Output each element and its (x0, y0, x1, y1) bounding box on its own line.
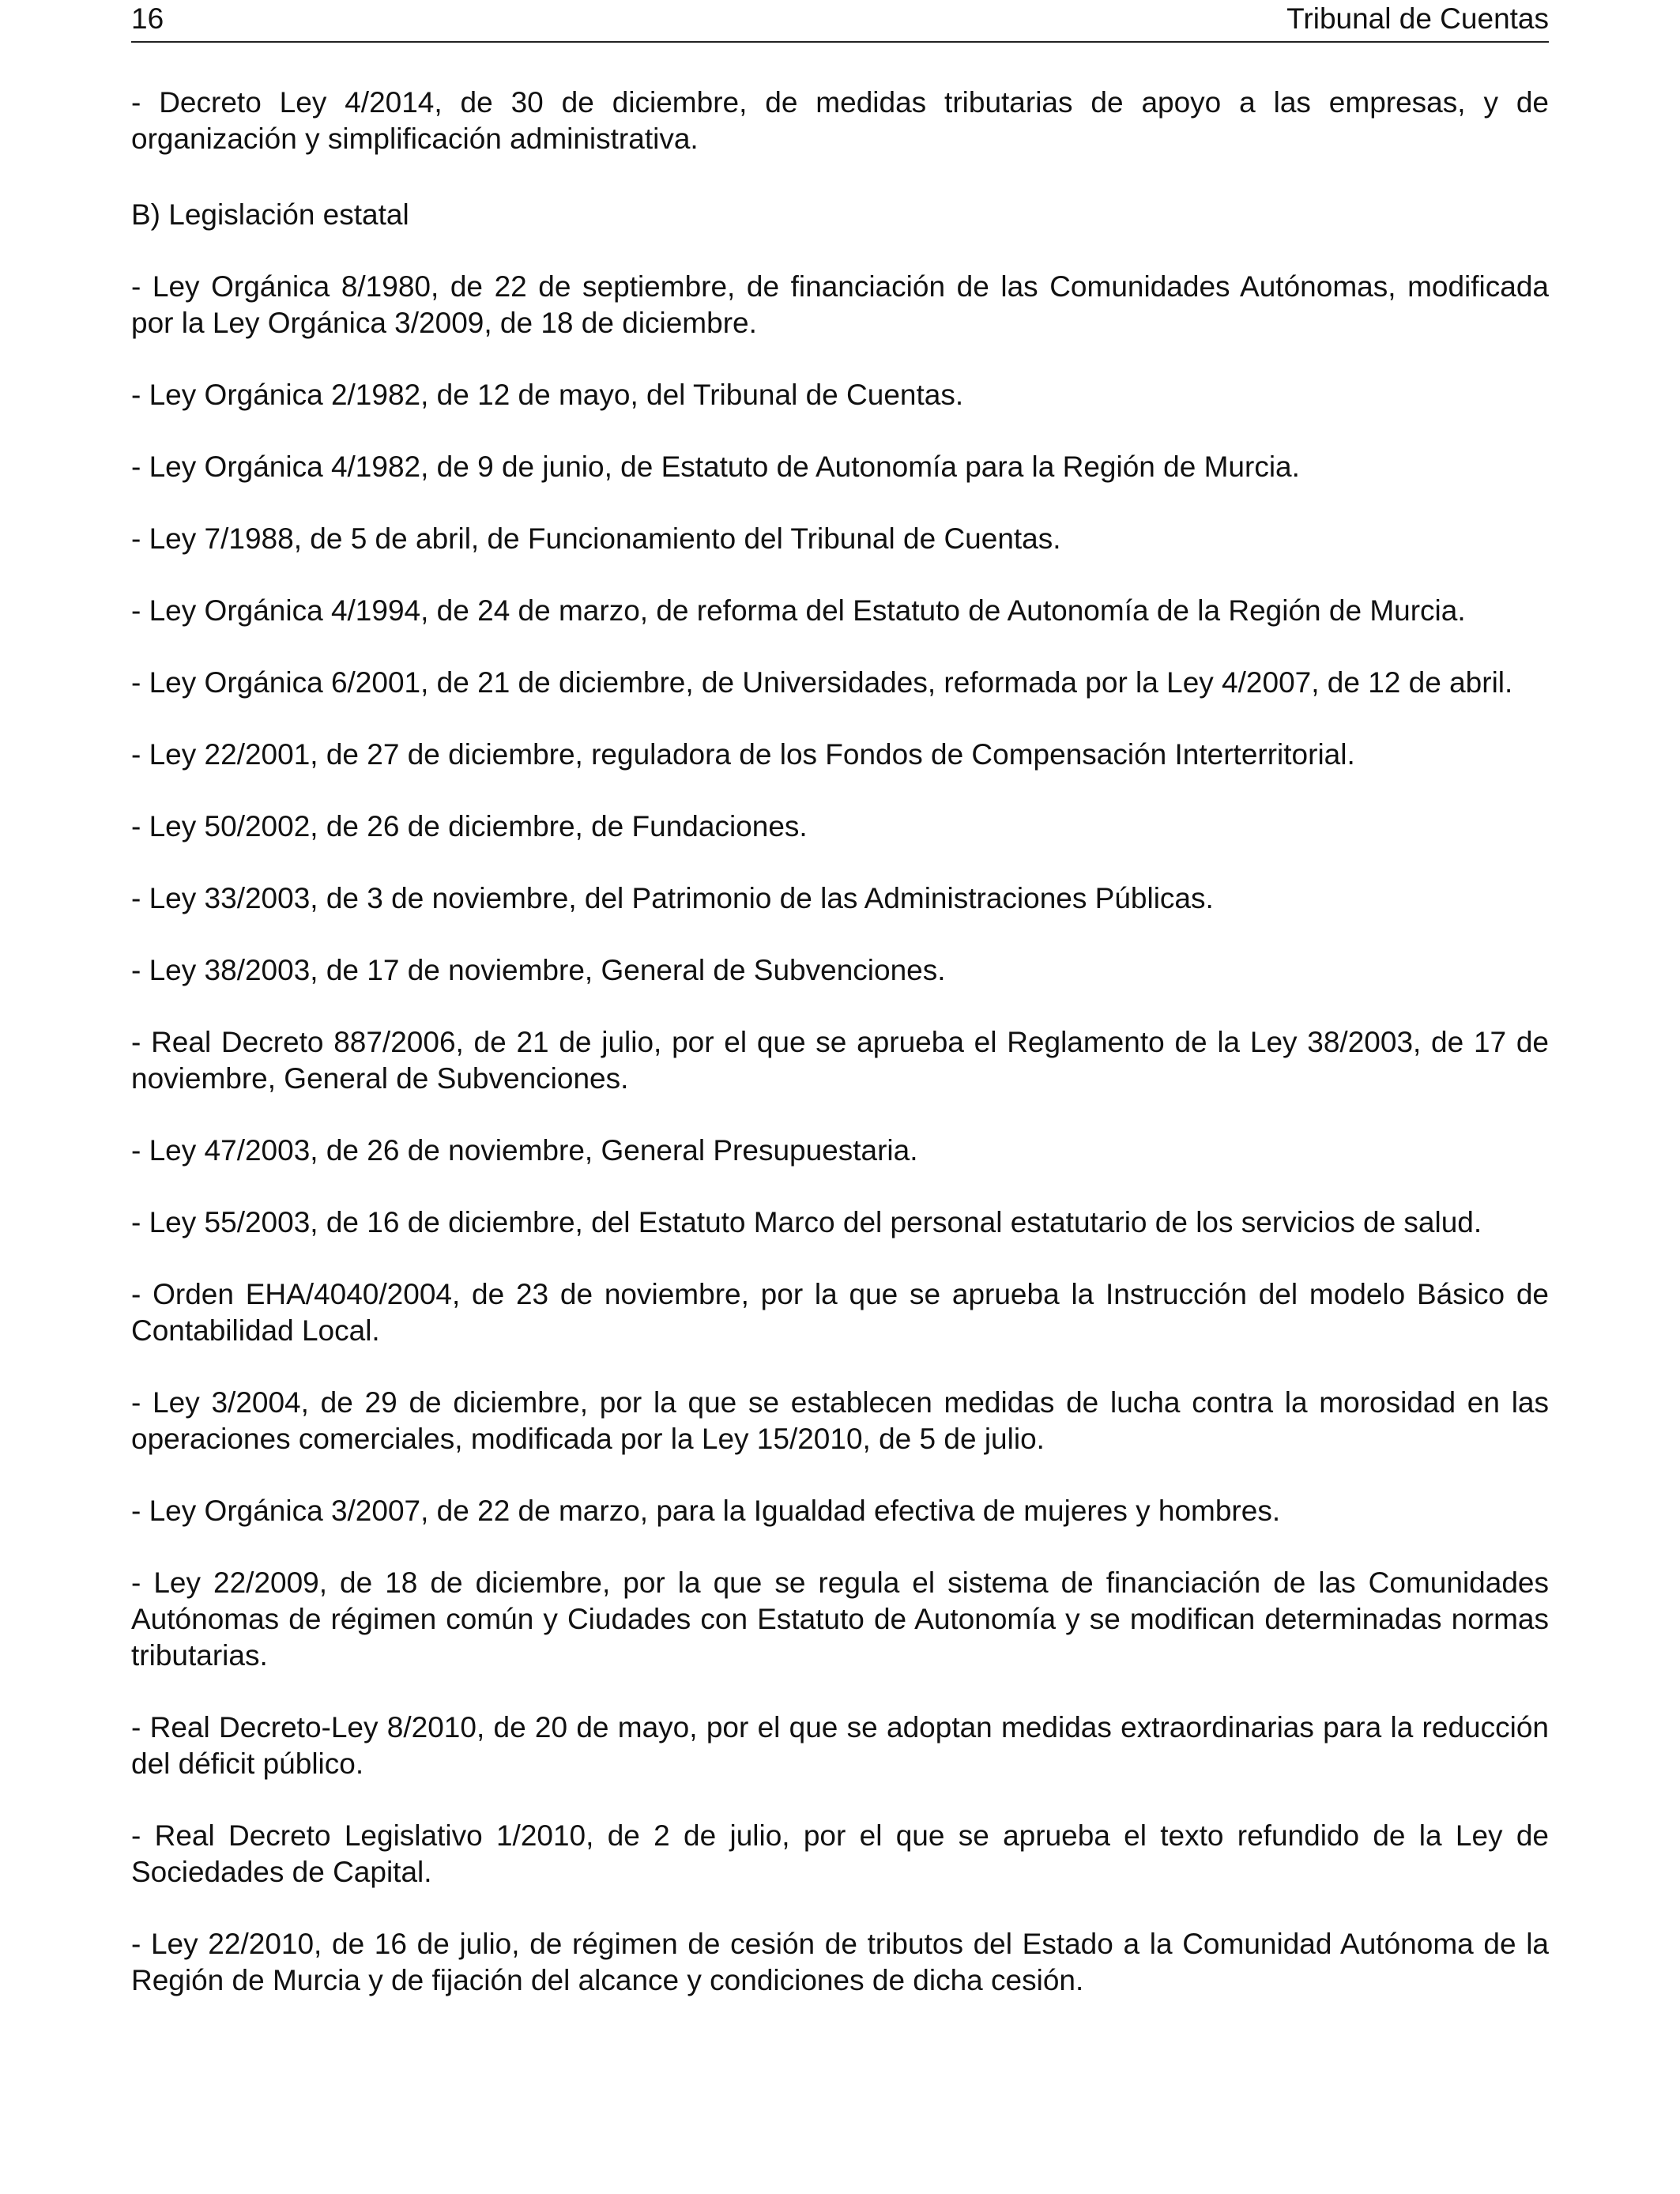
section-heading-legislacion-estatal: B) Legislación estatal (131, 198, 409, 231)
list-item: - Ley 22/2001, de 27 de diciembre, reguladora de los Fondos de Compensación Interterritorial. (131, 738, 1355, 771)
list-item: - Ley 50/2002, de 26 de diciembre, de Fundaciones. (131, 810, 808, 843)
list-item: - Ley Orgánica 4/1982, de 9 de junio, de Estatuto de Autonomía para la Región de Murcia. (131, 450, 1300, 483)
list-item: - Real Decreto 887/2006, de 21 de julio, por el que se aprueba el Reglamento de la Ley 38/2003, de 17 de noviembre, General de Subvenciones. (131, 1026, 1549, 1095)
list-item: - Real Decreto Legislativo 1/2010, de 2 de julio, por el que se aprueba el texto refundido de la Ley de Sociedades de Capital. (131, 1819, 1549, 1888)
list-item: - Ley 22/2010, de 16 de julio, de régimen de cesión de tributos del Estado a la Comunidad Autónoma de la Región de Murcia y de fijación del alcance y condiciones de dicha cesión. (131, 1928, 1549, 1996)
list-item-decreto-ley-4-2014: - Decreto Ley 4/2014, de 30 de diciembre, de medidas tributarias de apoyo a las empresas, y de organización y simplificación administrativa. (131, 86, 1549, 155)
document-body (131, 85, 1549, 2034)
list-item: - Real Decreto-Ley 8/2010, de 20 de mayo, por el que se adoptan medidas extraordinarias para la reducción del déficit público. (131, 1711, 1549, 1780)
list-item: - Ley 33/2003, de 3 de noviembre, del Patrimonio de las Administraciones Públicas. (131, 882, 1214, 914)
list-item: - Ley Orgánica 8/1980, de 22 de septiembre, de financiación de las Comunidades Autónomas, modificada por la Ley Orgánica 3/2009, de 18 de diciembre. (131, 270, 1549, 339)
list-item: - Ley Orgánica 3/2007, de 22 de marzo, para la Igualdad efectiva de mujeres y hombres. (131, 1495, 1281, 1527)
header-title: Tribunal de Cuentas (1286, 2, 1549, 35)
page-header (131, 0, 1549, 43)
list-item: - Ley 55/2003, de 16 de diciembre, del Estatuto Marco del personal estatutario de los servicios de salud. (131, 1206, 1482, 1238)
list-item: - Ley 7/1988, de 5 de abril, de Funcionamiento del Tribunal de Cuentas. (131, 522, 1061, 555)
list-item: - Ley Orgánica 2/1982, de 12 de mayo, del Tribunal de Cuentas. (131, 379, 964, 411)
list-item: - Ley Orgánica 4/1994, de 24 de marzo, de reforma del Estatuto de Autonomía de la Región de Murcia. (131, 594, 1466, 627)
list-item: - Ley Orgánica 6/2001, de 21 de diciembre, de Universidades, reformada por la Ley 4/2007, de 12 de abril. (131, 666, 1513, 699)
list-item: - Ley 38/2003, de 17 de noviembre, General de Subvenciones. (131, 954, 946, 986)
list-item: - Ley 47/2003, de 26 de noviembre, General Presupuestaria. (131, 1134, 918, 1167)
list-item: - Ley 22/2009, de 18 de diciembre, por la que se regula el sistema de financiación de las Comunidades Autónomas de régimen común y Ciudades con Estatuto de Autonomía y se modifican determinadas normas tributarias. (131, 1566, 1549, 1672)
list-item: - Ley 3/2004, de 29 de diciembre, por la que se establecen medidas de lucha contra la morosidad en las operaciones comerciales, modificada por la Ley 15/2010, de 5 de julio. (131, 1386, 1549, 1455)
page-number: 16 (131, 2, 164, 35)
list-item: - Orden EHA/4040/2004, de 23 de noviembre, por la que se aprueba la Instrucción del modelo Básico de Contabilidad Local. (131, 1278, 1549, 1347)
